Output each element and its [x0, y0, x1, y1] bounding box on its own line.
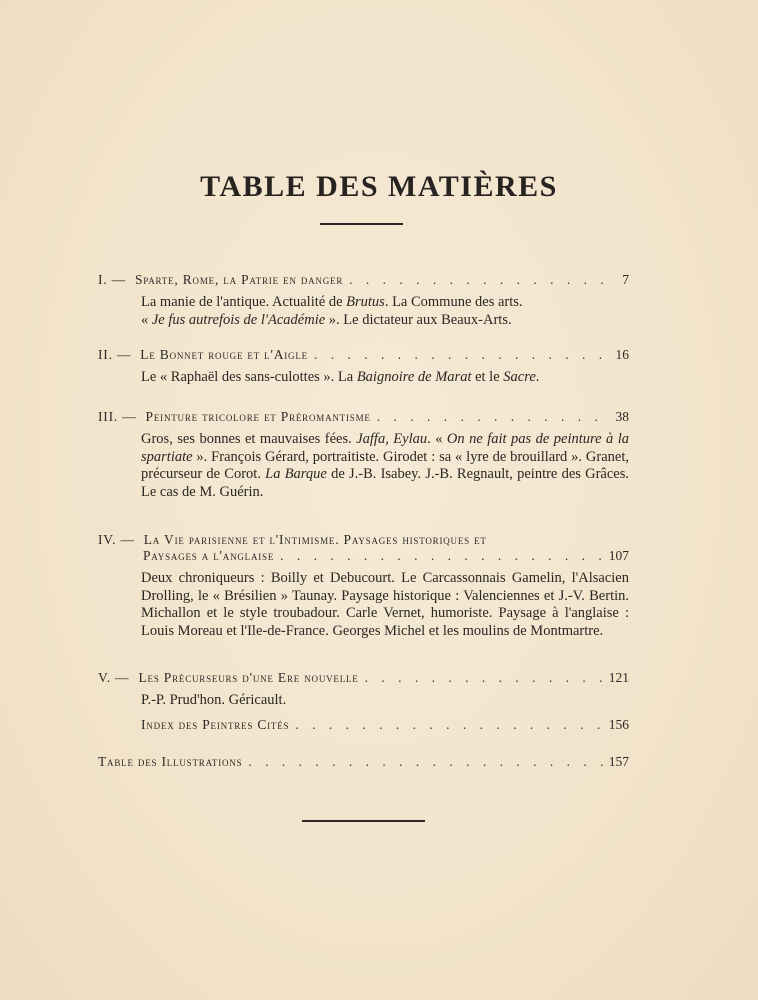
chapter-number: V. — [98, 670, 130, 685]
toc-entry-3 [98, 409, 629, 501]
dot-leader [314, 347, 603, 363]
chapter-heading: La Vie parisienne et l'Intimisme. Paysages historiques et [143, 532, 487, 547]
illustrations-heading: Table des Illustrations [98, 754, 243, 769]
chapter-heading: Peinture tricolore et Préromantisme [145, 409, 371, 424]
chapter-heading: Le Bonnet rouge et l'Aigle [140, 347, 308, 362]
toc-entry-2 [98, 347, 629, 387]
page-title: TABLE DES MATIÈRES [200, 170, 558, 203]
chapter-number: III. — [98, 409, 137, 424]
chapter-summary: La manie de l'antique. Actualité de Brutus. La Commune des arts. « Je fus autrefois de l'Académie ». Le dictateur aux Beaux-Arts. [141, 294, 523, 328]
toc-entry-1 [98, 272, 629, 329]
chapter-summary: Gros, ses bonnes et mauvaises fées. Jaffa, Eylau. « On ne fait pas de peinture à la spartiate ». François Gérard, portraitiste. Girodet : sa « lyre de brouillard ». Granet, précurseur de Corot. La Barque de J.-B. Isabey. J.-B. Regnault, peintre des Grâces. Le cas de M. Guérin. [141, 431, 630, 500]
page-number: 38 [615, 409, 629, 424]
chapter-number: IV. — [98, 532, 135, 547]
page-number: 7 [622, 272, 629, 287]
page-number: 156 [608, 717, 629, 732]
closing-rule [302, 820, 425, 822]
page-number: 121 [608, 670, 629, 685]
chapter-heading: Les Précurseurs d'une Ere nouvelle [138, 670, 359, 685]
title-rule [320, 223, 403, 225]
dot-leader [280, 548, 603, 564]
toc-heading-line [98, 532, 629, 548]
dot-leader [349, 272, 603, 288]
toc-heading-line [98, 409, 629, 425]
chapter-summary: P.-P. Prud'hon. Géricault. [141, 692, 287, 708]
page-number: 157 [608, 754, 629, 769]
index-heading: Index des Peintres Cités [141, 717, 290, 732]
toc-heading-line [98, 272, 629, 288]
toc-entry-index [141, 717, 629, 733]
page-number: 107 [608, 548, 629, 563]
chapter-number: I. — [98, 272, 126, 287]
toc-heading-line [98, 347, 629, 363]
page-number: 16 [615, 347, 629, 362]
dot-leader [365, 670, 603, 686]
dot-leader [295, 717, 602, 733]
toc-heading-line [98, 754, 629, 770]
toc-heading-line [141, 717, 629, 733]
chapter-summary: Deux chroniqueurs : Boilly et Debucourt. Le Carcassonnais Gamelin, l'Alsacien Drolling, le « Brésilien » Taunay. Paysage historique : Valenciennes et J.-V. Bertin. Michallon et le style troubadour. Carle Vernet, humoriste. Paysage à l'anglaise : Louis Moreau et l'Ile-de-France. Georges Michel et les moulins de Montmartre. [141, 570, 629, 639]
toc-entry-4 [98, 532, 629, 640]
toc-heading-line-2 [143, 548, 629, 564]
toc-entry-illustrations [98, 754, 629, 770]
toc-entry-5 [98, 670, 629, 709]
toc-heading-line [98, 670, 629, 686]
dot-leader [248, 754, 602, 770]
dot-leader [377, 409, 603, 425]
chapter-number: II. — [98, 347, 132, 362]
chapter-summary: Le « Raphaël des sans-culottes ». La Baignoire de Marat et le Sacre. [141, 369, 540, 385]
chapter-heading: Sparte, Rome, la Patrie en danger [134, 272, 344, 287]
chapter-heading-continued: Paysages a l'anglaise [143, 548, 275, 563]
